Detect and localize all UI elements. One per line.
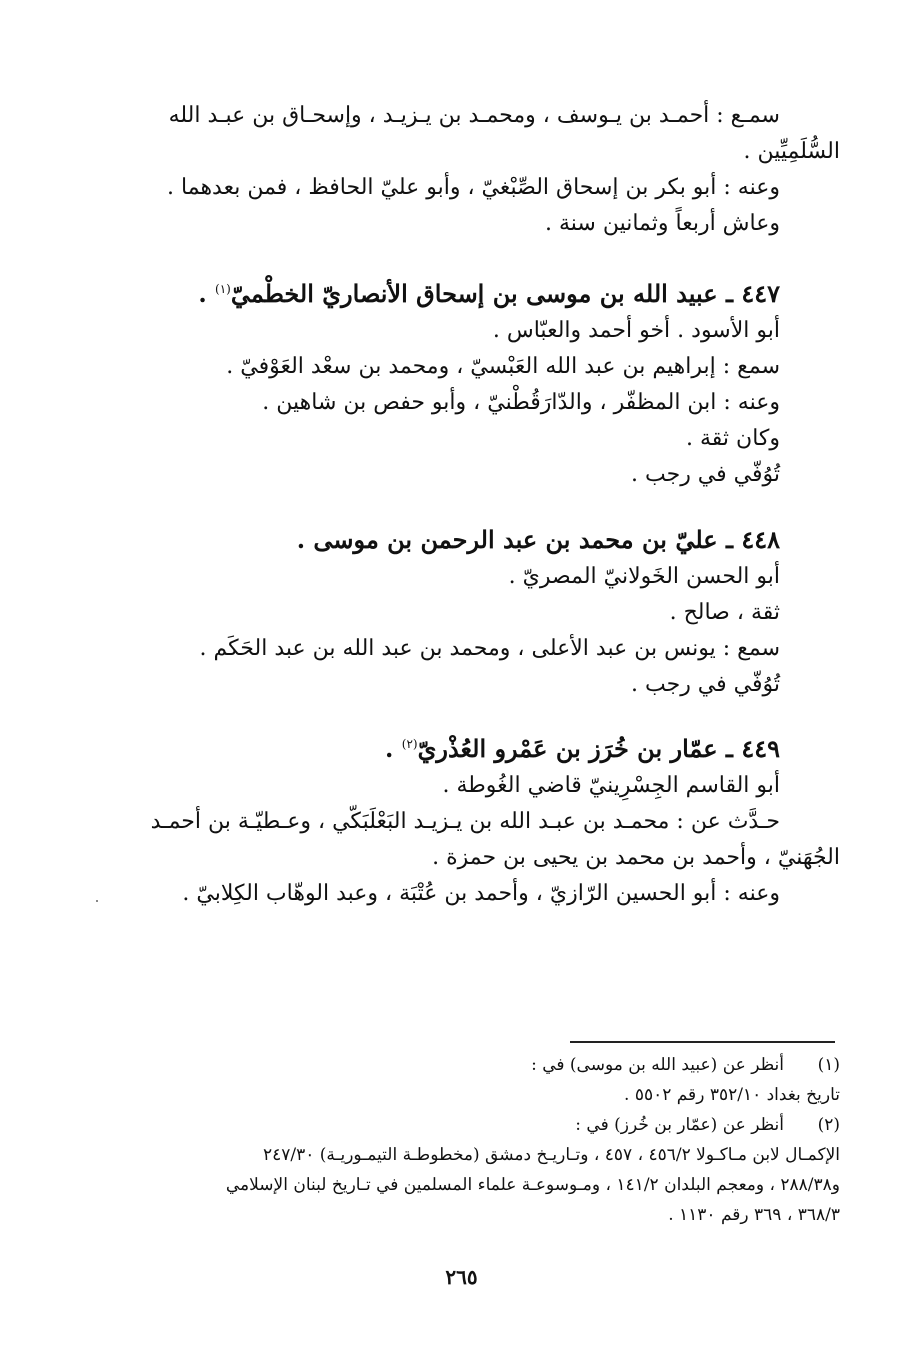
entry-447-line-4: وكان ثقة . [686, 426, 780, 451]
entry-447-line-3: وعنه : ابن المظفّر ، والدّارَقُطْنيّ ، وأبو حفص بن شاهين . [262, 390, 780, 415]
footnote-1-line-2: تاريخ بغداد ٣٥٢/١٠ رقم ٥٥٠٢ . [624, 1085, 840, 1105]
footnote-1-line-1: أنظر عن (عبيد الله بن موسى) في : [531, 1055, 784, 1075]
page-number: ٢٦٥ [445, 1265, 478, 1289]
footnote-2-line-4: ٣٦٨/٣ ، ٣٦٩ رقم ١١٣٠ . [668, 1205, 840, 1225]
entry-447-title [120, 270, 840, 313]
entry-447-title-text: ٤٤٧ ـ عبيد الله بن موسى بن إسحاق الأنصاريّ الخطْميّ [230, 279, 780, 308]
intro-line-1: سمـع : أحمـد بن يـوسف ، ومحمـد بن يـزيـد ، وإسحـاق بن عبـد الله [168, 103, 780, 128]
intro-line-2: السُّلَمِيِّين . [743, 139, 840, 164]
entry-448-line-2: ثقة ، صالح . [669, 600, 780, 625]
entry-448-line-1: أبو الحسن الخَولانيّ المصريّ . [508, 564, 780, 589]
intro-line-3: وعنه : أبو بكر بن إسحاق الصِّبْغيّ ، وأبو عليّ الحافظ ، فمن بعدهما . [167, 175, 780, 200]
entry-447-line-1: أبو الأسود . أخو أحمد والعبّاس . [492, 318, 780, 343]
entry-447-line-5: تُوُفّي في رجب . [631, 462, 780, 487]
entry-448-title: ٤٤٨ ـ عليّ بن محمد بن عبد الرحمن بن موسى . [296, 525, 780, 554]
entry-449-title-end: . [385, 734, 402, 763]
footnote-2-line-1: أنظر عن (عمّار بن خُرز) في : [575, 1115, 784, 1135]
intro-line-4: وعاش أربعاً وثمانين سنة . [545, 211, 780, 236]
footnote-1-number: (١) [817, 1055, 840, 1075]
main-text [120, 98, 840, 912]
footnote-2-number: (٢) [817, 1115, 840, 1135]
entry-448-line-4: تُوُفّي في رجب . [631, 672, 780, 697]
footnote-2 [120, 1110, 840, 1140]
footnote-divider [570, 1041, 835, 1043]
footnote-2-line-2: الإكمـال لابن مـاكـولا ٤٥٦/٢ ، ٤٥٧ ، وتـاريـخ دمشق (مخطوطـة التيمـوريـة) ٢٤٧/٣٠ [262, 1145, 840, 1165]
entry-447-line-2: سمع : إبراهيم بن عبد الله العَبْسيّ ، ومحمد بن سعْد العَوْفيّ . [226, 354, 780, 379]
entry-449-line-1: أبو القاسم الجِسْرِينيّ قاضي الغُوطة . [442, 773, 780, 798]
footnote-ref-1[interactable]: (١) [215, 282, 231, 296]
entry-449-line-2: حـدَّث عن : محمـد بن عبـد الله بن يـزيـد البَعْلَبَكّي ، وعـطيّـة بن أحمـد [150, 809, 780, 834]
entry-449-title [120, 725, 840, 768]
entry-448-line-3: سمع : يونس بن عبد الأعلى ، ومحمد بن عبد الله بن عبد الحَكَم . [199, 636, 780, 661]
entry-449-title-text: ٤٤٩ ـ عمّار بن خُرَز بن عَمْرو العُذْريّ [417, 734, 780, 763]
footnote-ref-2[interactable]: (٢) [401, 737, 418, 751]
footnote-2-line-3: و٢٨٨/٣٨ ، ومعجم البلدان ١٤١/٢ ، ومـوسوعـة علماء المسلمين في تـاريخ لبنان الإسلامي [225, 1175, 840, 1195]
footnotes [120, 1050, 840, 1230]
entry-449-line-4: وعنه : أبو الحسين الرّازيّ ، وأحمد بن عُتْبَة ، وعبد الوهّاب الكِلابيّ . [182, 881, 780, 906]
footnote-1 [120, 1050, 840, 1080]
entry-449-line-3: الجُهَنيّ ، وأحمد بن محمد بن يحيى بن حمزة . [432, 845, 840, 870]
entry-447-title-end: . [198, 279, 216, 308]
scan-speck [96, 900, 98, 902]
